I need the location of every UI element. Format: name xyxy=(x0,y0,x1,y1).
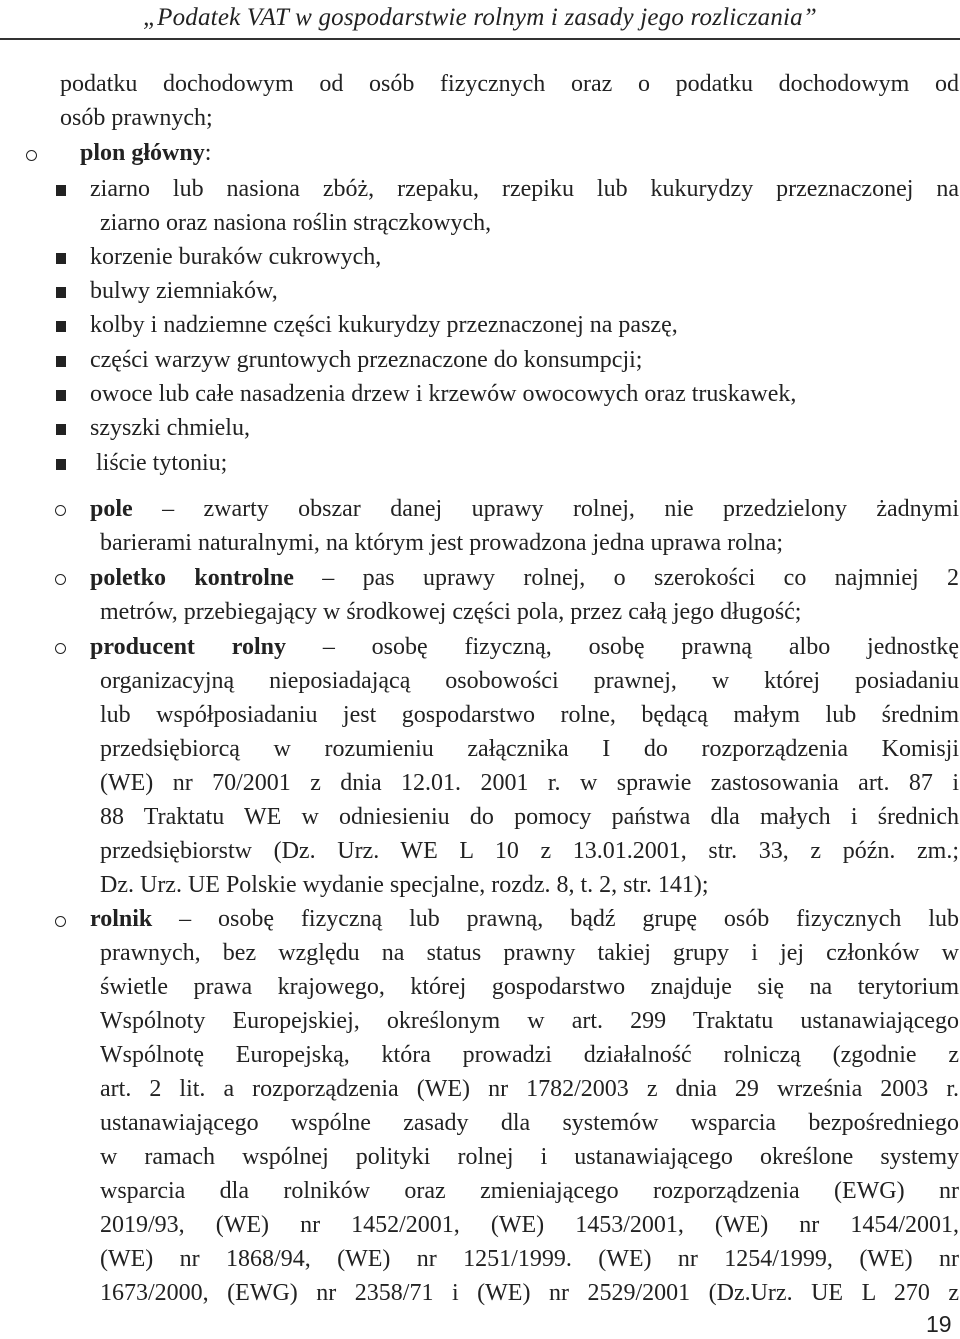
square-bullet-icon xyxy=(56,424,66,435)
term-pole: pole xyxy=(90,496,133,522)
definition-continuation: przedsiębiorcą w rozumieniu załącznika I do rozporządzenia Komisji xyxy=(100,736,959,762)
definition-continuation: 88 Traktatu WE w odniesieniu do pomocy państwa dla małych i średnich xyxy=(100,804,959,830)
page-number: 19 xyxy=(926,1311,952,1337)
list-item: bulwy ziemniaków, xyxy=(90,278,278,304)
square-bullet-icon xyxy=(56,185,66,196)
page-header xyxy=(0,0,960,40)
list-item: liście tytoniu; xyxy=(96,450,228,476)
square-bullet-icon xyxy=(56,356,66,367)
definition-pole xyxy=(90,497,959,521)
circle-bullet-icon xyxy=(55,643,66,654)
list-item: owoce lub całe nasadzenia drzew i krzewów owocowych oraz truskawek, xyxy=(90,381,797,407)
intro-line: podatku dochodowym od osób fizycznych oraz o podatku dochodowym od xyxy=(60,71,959,97)
intro-line: osób prawnych; xyxy=(60,105,213,131)
definition-text: – osobę fizyczną, osobę prawną albo jednostkę xyxy=(322,634,960,660)
definition-rolnik xyxy=(90,907,959,931)
header-title: „Podatek VAT w gospodarstwie rolnym i zasady jego rozliczania” xyxy=(143,4,817,31)
circle-bullet-icon xyxy=(55,916,66,927)
term-plon: plon główny xyxy=(80,140,205,166)
definition-continuation: metrów, przebiegający w środkowej części pola, przez całą jego długość; xyxy=(100,599,802,625)
square-bullet-icon xyxy=(56,390,66,401)
definition-text: – pas uprawy rolnej, o szerokości co najmniej 2 xyxy=(322,565,959,591)
definition-continuation: barierami naturalnymi, na którym jest prowadzona jedna uprawa rolna; xyxy=(100,530,784,556)
square-bullet-icon xyxy=(56,459,66,470)
list-item: korzenie buraków cukrowych, xyxy=(90,244,382,270)
definition-continuation: lub współposiadaniu jest gospodarstwo rolne, będącą małym lub średnim xyxy=(100,702,959,728)
definition-text: – zwarty obszar danej uprawy rolnej, nie przedzielony żadnymi xyxy=(162,496,960,522)
definition-continuation: art. 2 lit. a rozporządzenia (WE) nr 1782/2003 z dnia 29 września 2003 r. xyxy=(100,1076,959,1102)
definition-poletko xyxy=(90,566,959,590)
definition-continuation: w ramach wspólnej polityki rolnej i ustanawiającego określone systemy xyxy=(100,1144,959,1170)
term-producent: producent rolny xyxy=(90,634,286,660)
definition-continuation: wsparcia dla rolników oraz zmieniającego rozporządzenia (EWG) nr xyxy=(100,1178,959,1204)
definition-continuation: 1673/2000, (EWG) nr 2358/71 i (WE) nr 2529/2001 (Dz.Urz. UE L 270 z xyxy=(100,1280,959,1306)
definition-continuation: Dz. Urz. UE Polskie wydanie specjalne, rozdz. 8, t. 2, str. 141); xyxy=(100,872,709,898)
definition-continuation: prawnych, bez względu na status prawny takiej grupy i jej członków w xyxy=(100,940,959,966)
definition-continuation: świetle prawa krajowego, której gospodarstwo znajduje się na terytorium xyxy=(100,974,959,1000)
circle-bullet-icon xyxy=(55,505,66,516)
definition-continuation: Wspólnoty Europejskiej, określonym w art. 299 Traktatu ustanawiającego xyxy=(100,1008,959,1034)
definition-continuation: (WE) nr 70/2001 z dnia 12.01. 2001 r. w sprawie zastosowania art. 87 i xyxy=(100,770,959,796)
definition-plon xyxy=(80,141,211,165)
list-item: kolby i nadziemne części kukurydzy przeznaczonej na paszę, xyxy=(90,312,678,338)
square-bullet-icon xyxy=(56,287,66,298)
term-suffix: : xyxy=(204,140,212,166)
definition-continuation: organizacyjną nieposiadającą osobowości prawnej, w której posiadaniu xyxy=(100,668,959,694)
definition-text: – osobę fizyczną lub prawną, bądź grupę osób fizycznych lub xyxy=(179,906,959,932)
definition-continuation: (WE) nr 1868/94, (WE) nr 1251/1999. (WE) nr 1254/1999, (WE) nr xyxy=(100,1246,959,1272)
square-bullet-icon xyxy=(56,253,66,264)
circle-bullet-icon xyxy=(26,150,37,161)
circle-bullet-icon xyxy=(55,574,66,585)
definition-continuation: ustanawiającego wspólne zasady dla systemów wsparcia bezpośredniego xyxy=(100,1110,959,1136)
list-item: ziarno lub nasiona zbóż, rzepaku, rzepiku lub kukurydzy przeznaczonej na xyxy=(90,176,959,202)
square-bullet-icon xyxy=(56,321,66,332)
list-item-continuation: ziarno oraz nasiona roślin strączkowych, xyxy=(100,210,492,236)
definition-producent xyxy=(90,635,959,659)
definition-continuation: 2019/93, (WE) nr 1452/2001, (WE) 1453/2001, (WE) nr 1454/2001, xyxy=(100,1212,959,1238)
term-rolnik: rolnik xyxy=(90,906,153,932)
term-poletko: poletko kontrolne xyxy=(90,565,294,591)
list-item: szyszki chmielu, xyxy=(90,415,250,441)
definition-continuation: Wspólnotę Europejską, która prowadzi działalność rolniczą (zgodnie z xyxy=(100,1042,959,1068)
definition-continuation: przedsiębiorstw (Dz. Urz. WE L 10 z 13.01.2001, str. 33, z późn. zm.; xyxy=(100,838,959,864)
list-item: części warzyw gruntowych przeznaczone do konsumpcji; xyxy=(90,347,643,373)
